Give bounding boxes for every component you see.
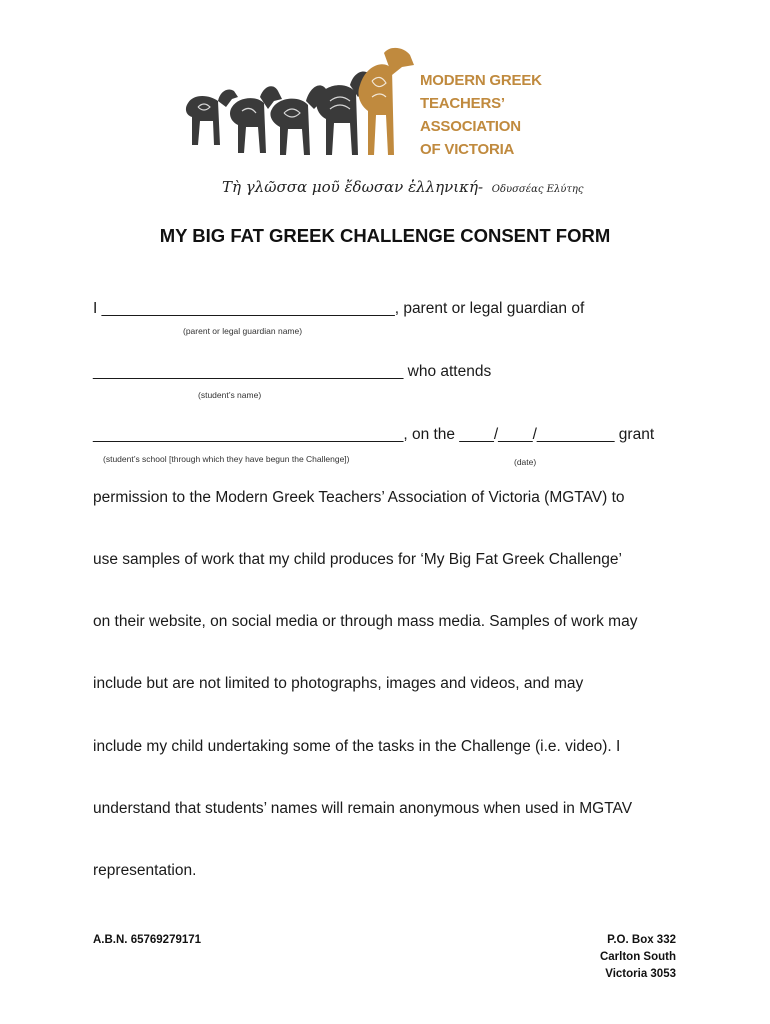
address-line-3: Victoria 3053 xyxy=(605,968,676,980)
org-name-line-1: MODERN GREEK xyxy=(420,72,542,89)
motto-author: Οδυσσέας Ελύτης xyxy=(491,184,584,195)
org-name-line-2: TEACHERS’ ASSOCIATION xyxy=(420,95,521,135)
postal-address xyxy=(600,932,676,983)
org-name-line-3: OF VICTORIA xyxy=(420,141,515,158)
mgtav-logo xyxy=(180,45,600,165)
guardian-name-hint: (parent or legal guardian name) xyxy=(183,326,303,336)
paragraph-line-3: on their website, on social media or through mass media. Samples of work may xyxy=(93,613,638,630)
org-name xyxy=(420,69,600,161)
greek-motto xyxy=(222,178,584,196)
paragraph-line-4: include but are not limited to photographs, images and videos, and may xyxy=(93,675,584,692)
greek-figures-icon xyxy=(180,45,415,165)
paragraph-line-5: include my child undertaking some of the tasks in the Challenge (i.e. video). I xyxy=(93,738,621,755)
student-name-line[interactable]: ____________________________________ who attends xyxy=(93,363,492,380)
paragraph-line-1: permission to the Modern Greek Teachers’ Association of Victoria (MGTAV) to xyxy=(93,489,625,506)
motto-text: Τὴ γλῶσσα μοῦ ἔδωσαν ἑλληνική- xyxy=(222,178,484,196)
student-name-hint: (student’s name) xyxy=(198,390,262,400)
address-line-2: Carlton South xyxy=(599,951,676,963)
abn-number: A.B.N. 65769279171 xyxy=(93,934,202,946)
date-hint: (date) xyxy=(514,457,537,467)
address-line-1: P.O. Box 332 xyxy=(607,934,676,946)
paragraph-line-7: representation. xyxy=(93,862,197,879)
paragraph-line-2: use samples of work that my child produces for ‘My Big Fat Greek Challenge’ xyxy=(93,551,622,568)
school-date-line[interactable]: ____________________________________, on the ____/____/_________ grant xyxy=(93,426,655,443)
school-hint: (student’s school [through which they have begun the Challenge]) xyxy=(103,454,350,464)
guardian-name-line[interactable]: I __________________________________, parent or legal guardian of xyxy=(93,300,585,317)
paragraph-line-6: understand that students’ names will remain anonymous when used in MGTAV xyxy=(93,800,633,817)
form-title: MY BIG FAT GREEK CHALLENGE CONSENT FORM xyxy=(159,225,611,246)
